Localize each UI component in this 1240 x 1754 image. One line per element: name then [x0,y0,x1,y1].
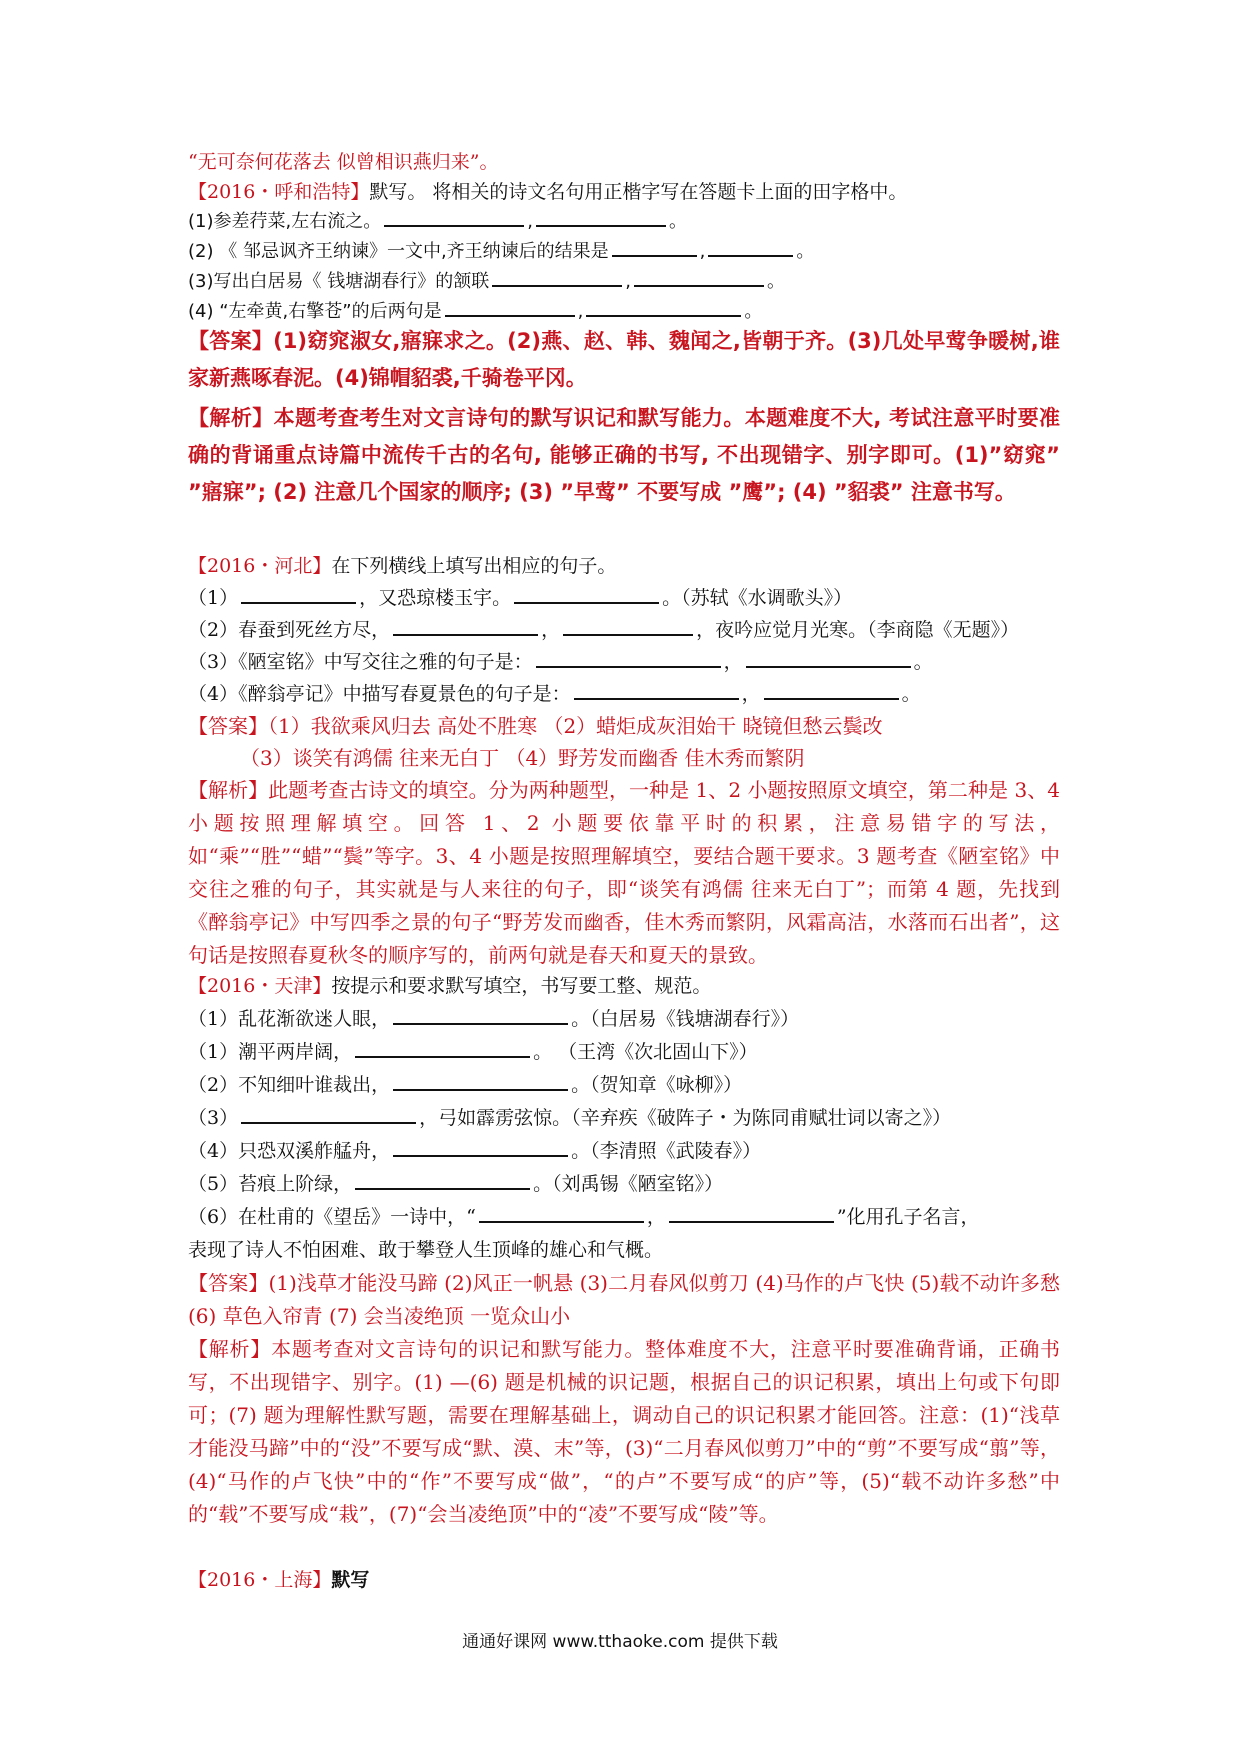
question-1-1: (1)参差荇菜,左右流之。 , 。 [188,211,687,232]
question-end: 。 [766,271,785,292]
question-1-2: (2) 《 邹忌讽齐王纳谏》一文中,齐王纳谏后的结果是 , 。 [188,241,815,262]
section-header-hebei [188,550,1060,582]
explanation-block-3: 【解析】本题考查对文言诗句的识记和默写能力。整体难度不大，注意平时要准确背诵，正确书写，不出现错字、别字。(1) —(6) 题是机械的识记题，根据自己的识记积累，填出上句或下句即可；(7) 题为理解性默写题，需要在理解基础上，调动自己的识记积累才能回答。注意：(1)“浅草才能没马蹄”中的“没”不要写成“默、漠、末”等，(3)“二月春风似剪刀”中的“剪”不要写成“翦”等，(4)“马作的卢飞快”中的“作”不要写成“做”，“的卢”不要写成“的庐”等，(5)“载不动许多愁”中的“载”不要写成“栽”，(7)“会当凌绝顶”中的“凌”不要写成“陵”等。 [188,1337,1060,1526]
question-3-1 [188,1003,1060,1035]
question-2-2 [188,614,1060,646]
answer-block-2b: （3）谈笑有鸿儒 往来无白丁 （4）野芳发而幽香 佳木秀而繁阴 [240,746,805,770]
answer-blank[interactable] [241,1121,416,1124]
question-text: （1） [188,587,239,609]
question-text: (1)参差荇菜,左右流之。 [188,211,382,232]
answer-blank[interactable] [445,314,575,317]
question-text: （4）只恐双溪舴艋舟， [188,1140,391,1162]
question-text: ， [646,1206,666,1228]
question-text: ”化用孔子名言， [836,1206,980,1228]
question-2-1 [188,582,1060,614]
answer-blank[interactable] [393,1022,568,1025]
question-end: 。 [744,301,763,322]
question-text: 表现了诗人不怕困难、敢于攀登人生顶峰的雄心和气概。 [188,1239,664,1261]
question-source: ，夜吟应觉月光寒。（李商隐《无题》） [696,619,1020,641]
question-text: （5）苔痕上阶绿， [188,1173,353,1195]
question-source: 。 （王湾《次北固山下》） [533,1041,758,1063]
answer-blank[interactable] [764,697,899,700]
question-3-5 [188,1135,1060,1167]
answer-blank[interactable] [393,633,538,636]
section-tag: 【2016・呼和浩特】 [188,181,370,203]
answer-blank[interactable] [479,1220,644,1223]
question-text: （1）乱花渐欲迷人眼， [188,1008,391,1030]
question-text: ， [741,683,761,705]
question-3-4 [188,1102,1060,1134]
answer-blank[interactable] [669,1220,834,1223]
question-text: （1）潮平两岸阔， [188,1041,353,1063]
section-tag: 【2016・天津】 [188,975,332,997]
question-2-3 [188,646,1060,678]
answer-blank[interactable] [574,697,739,700]
question-text: (2) 《 邹忌讽齐王纳谏》一文中,齐王纳谏后的结果是 [188,241,609,262]
answer-blank[interactable] [355,1055,530,1058]
explanation-block-2: 【解析】此题考查古诗文的填空。分为两种题型，一种是 1、2 小题按照原文填空，第二种是 3、4 小题按照理解填空。回答 1、2 小题要依靠平时的积累，注意易错字的写法，如“乘”“胜”“蜡”“鬓”等字。3、4 小题是按照理解填空，要结合题干要求。3 题考查《陋室铭》中交往之雅的句子，其实就是与人来往的句子，即“谈笑有鸿儒 往来无白丁”；而第 4 题，先找到《醉翁亭记》中写四季之景的句子“野芳发而幽香，佳木秀而繁阴，风霜高洁，水落而石出者”，这句话是按照春夏秋冬的顺序写的，前两句就是春天和夏天的景致。 [188,778,1060,967]
section-header-shanghai [188,1564,1060,1596]
question-3-3 [188,1069,1060,1101]
question-source: 。（贺知章《咏柳》） [571,1074,743,1096]
question-source: 。（李清照《武陵春》） [571,1140,762,1162]
quote-line [188,146,1060,178]
section-instruction: 默写。 将相关的诗文名句用正楷字写在答题卡上面的田字格中。 [369,181,908,203]
answer-blank[interactable] [746,665,911,668]
question-text: (4) “左牵黄,右擎苍”的后两句是 [188,301,442,322]
section-instruction: 默写 [331,1569,370,1591]
answer-blank[interactable] [634,284,764,287]
question-text: （6）在杜甫的《望岳》一诗中，“ [188,1206,476,1228]
answer-blank[interactable] [536,665,721,668]
section-tag: 【2016・上海】 [188,1569,332,1591]
answer-blank[interactable] [514,601,659,604]
answer-blank[interactable] [241,601,356,604]
question-end: 。 [901,683,921,705]
answer-blank[interactable] [393,1154,568,1157]
question-3-7 [188,1201,1060,1233]
answer-blank[interactable] [393,1088,568,1091]
answer-block-3: 【答案】(1)浅草才能没马蹄 (2)风正一帆悬 (3)二月春风似剪刀 (4)马作的卢飞快 (5)载不动许多愁 (6) 草色入帘青 (7) 会当凌绝顶 一览众山小 [188,1271,1060,1328]
question-end: 。 [668,211,687,232]
answer-blank[interactable] [384,224,524,227]
answer-blank[interactable] [536,224,666,227]
answer-blank[interactable] [708,254,793,257]
question-3-7-cont [188,1234,1060,1266]
answer-blank[interactable] [355,1187,530,1190]
answer-blank[interactable] [563,633,693,636]
question-text: ， [723,651,743,673]
question-3-6 [188,1168,1060,1200]
question-source: ，弓如霹雳弦惊。（辛弃疾《破阵子・为陈同甫赋壮词以寄之》） [419,1107,952,1129]
answer-block-2a: 【答案】（1）我欲乘风归去 高处不胜寒 （2）蜡炬成灰泪始干 晓镜但愁云鬓改 [188,714,883,738]
explanation-block-1: 【解析】本题考查考生对文言诗句的默写识记和默写能力。本题难度不大, 考试注意平时要准确的背诵重点诗篇中流传千古的名句, 能够正确的书写, 不出现错字、别字即可。(1)”窈窕” ”寤寐”; (2) 注意几个国家的顺序; (3) ”早莺” 不要写成 ”鹰”; (4) ”貂裘” 注意书写。 [188,406,1060,504]
answer-block-1: 【答案】(1)窈窕淑女,寤寐求之。(2)燕、赵、韩、魏闻之,皆朝于齐。(3)几处早莺争暖树,谁家新燕啄春泥。(4)锦帽貂裘,千骑卷平冈。 [188,329,1060,390]
section-instruction: 按提示和要求默写填空，书写要工整、规范。 [331,975,712,997]
question-text: （3） [188,1107,239,1129]
answer-blank[interactable] [586,314,741,317]
section-instruction: 在下列横线上填写出相应的句子。 [331,555,617,577]
question-text: （2）春蚕到死丝方尽， [188,619,391,641]
question-text: （4）《醉翁亭记》中描写春夏景色的句子是： [188,683,571,705]
question-text: （2）不知细叶谁裁出， [188,1074,391,1096]
question-text: (3)写出白居易《 钱塘湖春行》的颔联 [188,271,490,292]
answer-blank[interactable] [492,284,622,287]
question-2-4 [188,678,1060,710]
question-text: ， [541,619,561,641]
question-source: 。（刘禹锡《陋室铭》） [533,1173,724,1195]
question-source: 。（苏轼《水调歌头》） [662,587,853,609]
section-header-tianjin [188,970,1060,1002]
question-3-2 [188,1036,1060,1068]
quote-text: “无可奈何花落去 似曾相识燕归来”。 [188,151,499,173]
question-1-4: (4) “左牵黄,右擎苍”的后两句是 , 。 [188,301,763,322]
question-source: 。（白居易《钱塘湖春行》） [571,1008,800,1030]
answer-blank[interactable] [612,254,697,257]
question-end: 。 [796,241,815,262]
page-footer: 通通好课网 www.tthaoke.com 提供下载 [462,1632,778,1652]
question-end: 。 [913,651,933,673]
section-header-huhehaote [188,176,1060,208]
question-text: （3）《陋室铭》中写交往之雅的句子是： [188,651,533,673]
section-tag: 【2016・河北】 [188,555,332,577]
question-text: ，又恐琼楼玉宇。 [359,587,512,609]
question-1-3: (3)写出白居易《 钱塘湖春行》的颔联 , 。 [188,271,785,292]
